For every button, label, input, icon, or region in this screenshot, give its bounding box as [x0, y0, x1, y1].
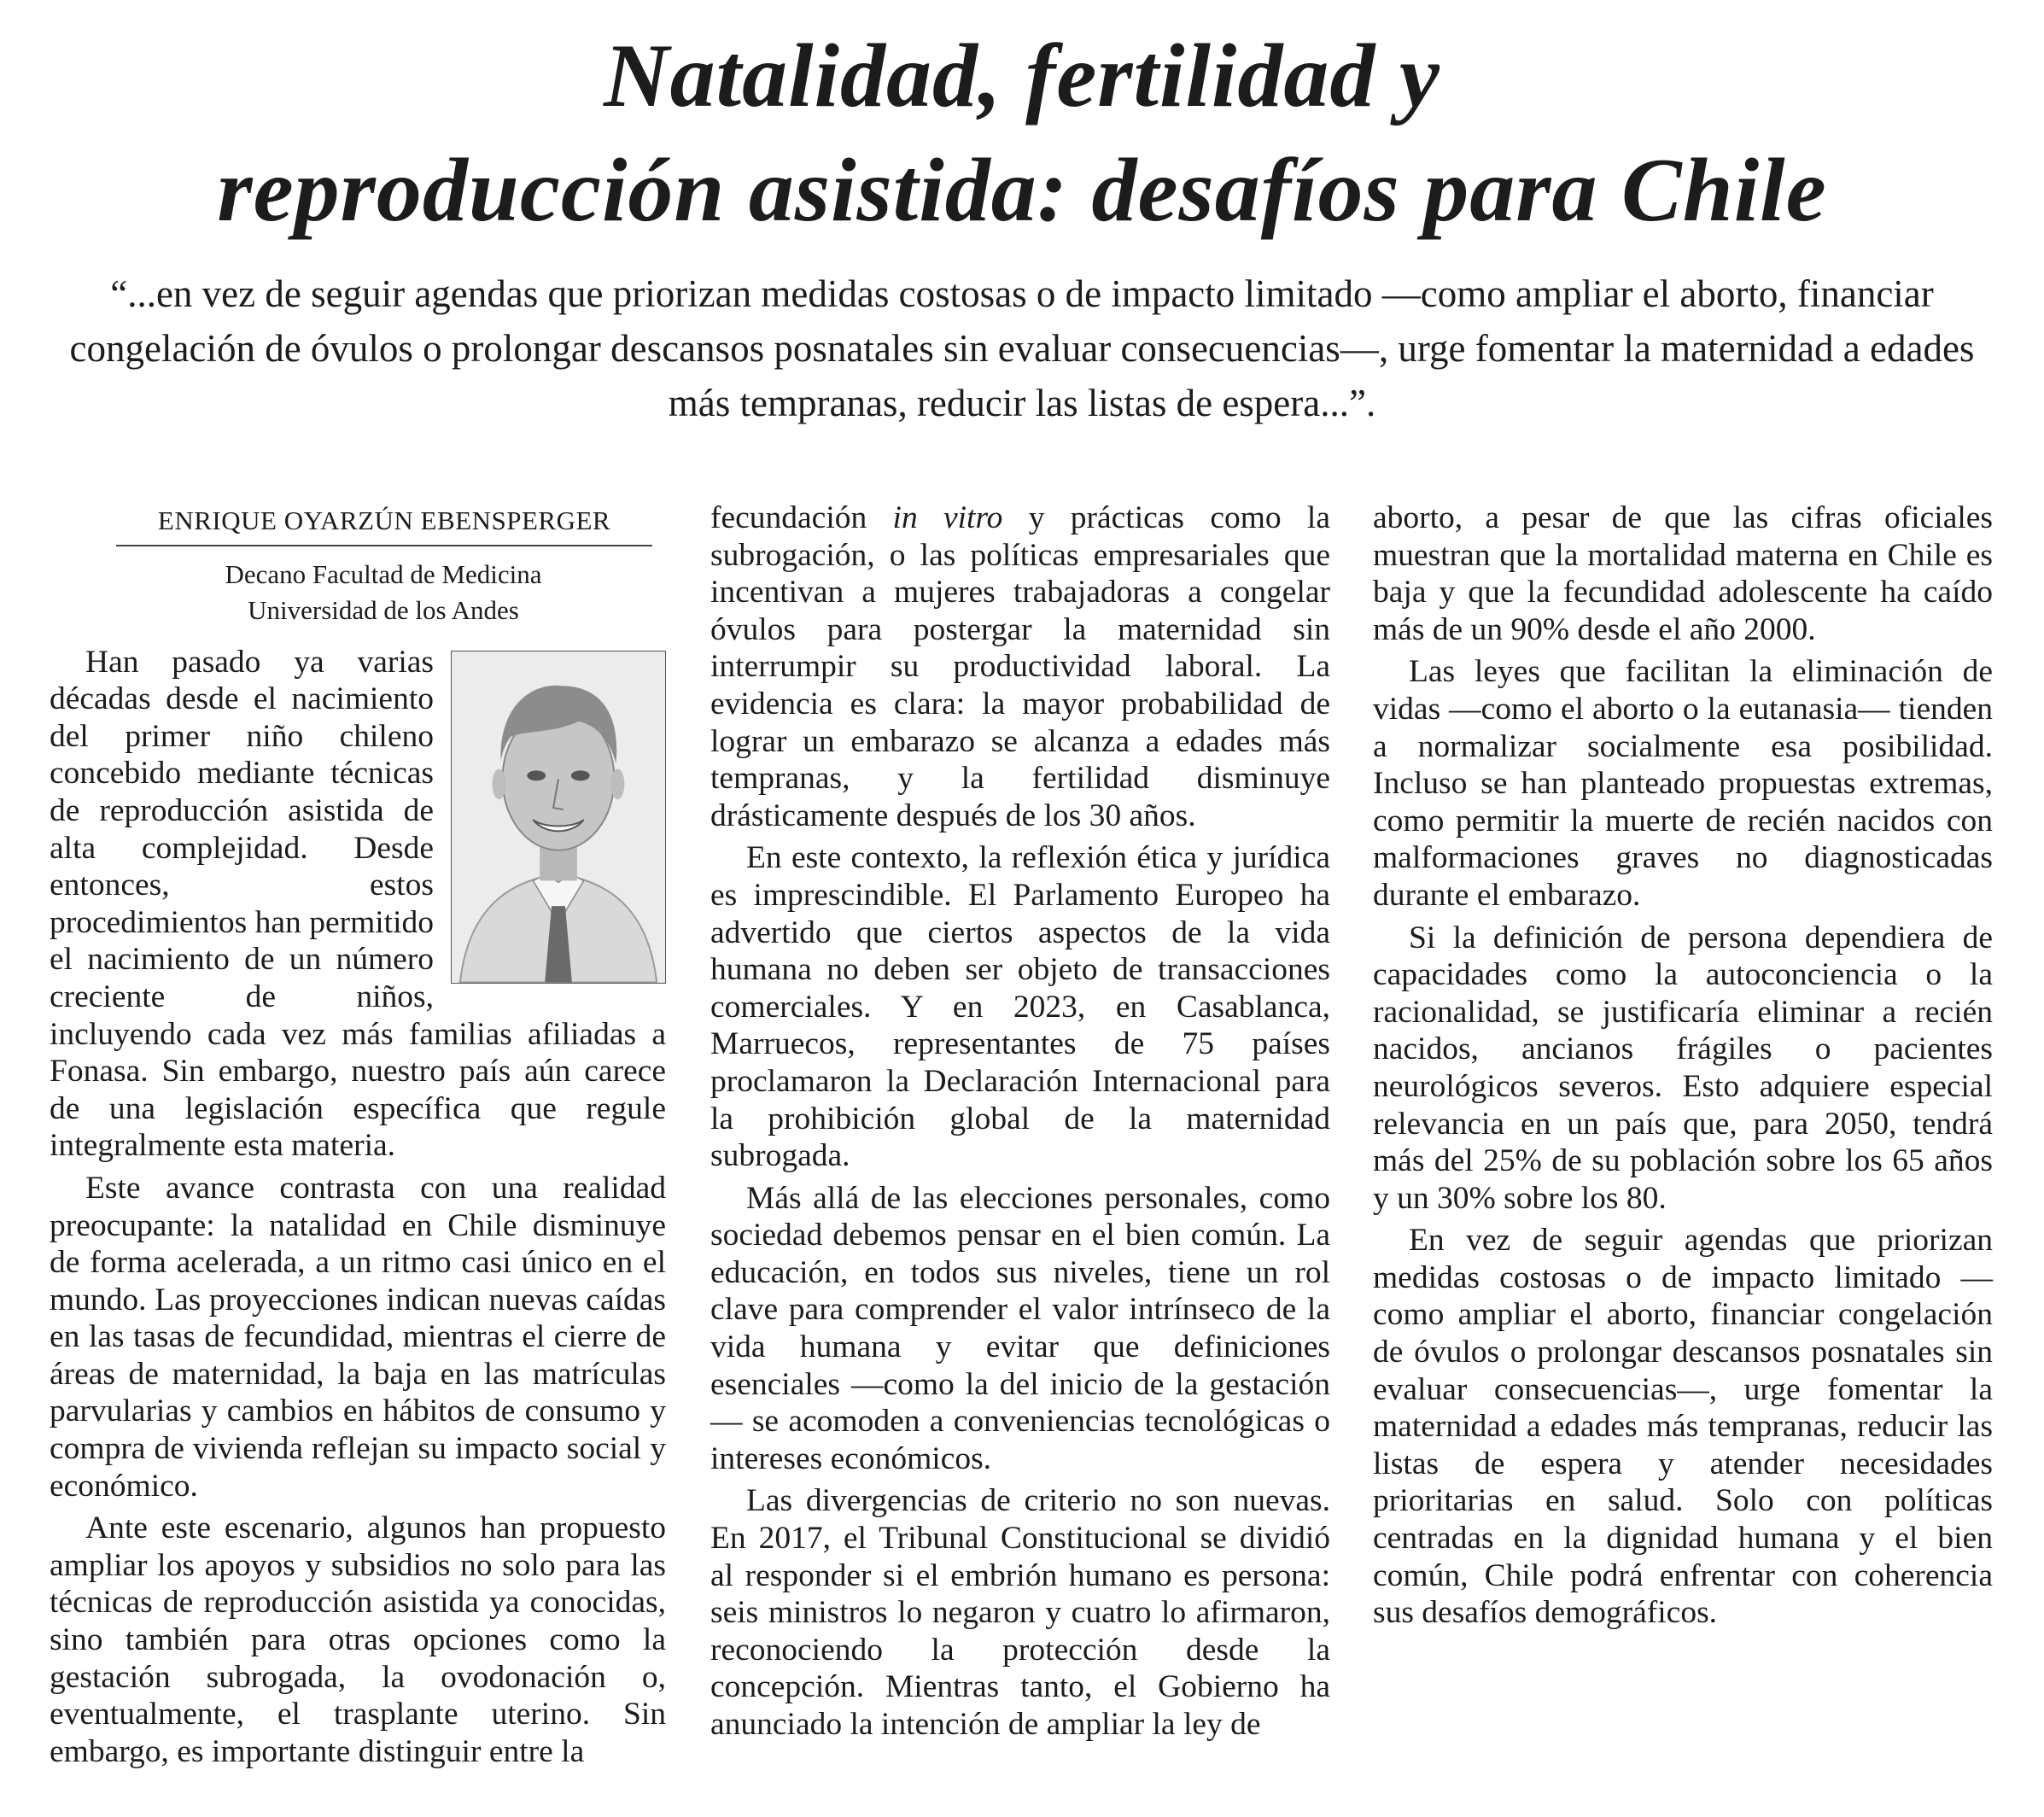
author-affiliation: [50, 557, 666, 628]
in-vitro-italic: in vitro: [892, 500, 1003, 535]
paragraph-4: En este contexto, la reflexión ética y jurídica es imprescindible. El Parlamento Europeo ha advertido que ciertos aspectos de la vida humana no deben ser objeto de transacciones comerciales. Y en 2023, en Casablanca, Marruecos, representantes de 75 países proclamaron la Declaración Internacional para la prohibición global de la maternidad subrogada.: [710, 840, 1330, 1174]
author-photo: [451, 651, 666, 984]
pull-quote: “...en vez de seguir agendas que priorizan medidas costosas o de impacto limitado —como ampliar el aborto, financiar congelación de óvulos o prolongar descansos posnatales sin evaluar consecuencias—, urge fomentar la maternidad a edades más tempranas, reducir las listas de espera...”.: [69, 272, 1975, 424]
paragraph-3-carry: fecundación: [710, 500, 893, 535]
affiliation-line-2: Universidad de los Andes: [248, 594, 519, 625]
paragraph-3-continued: [710, 500, 1330, 834]
paragraph-5: Más allá de las elecciones personales, como sociedad debemos pensar en el bien común. La educación, en todos sus niveles, tiene un rol clave para comprender el valor intrínseco de la vida humana y evitar que definiciones esenciales —como la del inicio de la gestación— se acomoden a conveniencias tecnológicas o intereses económicos.: [710, 1180, 1330, 1476]
title-line-1: Natalidad, fertilidad y: [604, 26, 1440, 126]
paragraph-3-end: y prácticas como la subrogación, o las políticas empresariales que incentivan a mujeres trabajadoras a congelar óvulos para postergar la maternidad sin interrumpir su productividad laboral. La evidencia es clara: la mayor probabilidad de lograr un embarazo se alcanza a edades más tempranas, y la fertilidad disminuye drásticamente después de los 30 años.: [710, 500, 1330, 833]
title-line-2: reproducción asistida: desafíos para Chile: [217, 140, 1827, 240]
column-3: [1373, 500, 1993, 1637]
paragraph-2: Este avance contrasta con una realidad preocupante: la natalidad en Chile disminuye de forma acelerada, a un ritmo casi único en el mundo. Las proyecciones indican nuevas caídas en las tasas de fecundidad, mientras el cierre de áreas de maternidad, la baja en las matrículas parvularias y cambios en hábitos de consumo y compra de vivienda reflejan su impacto social y económico.: [50, 1170, 666, 1504]
portrait-icon: [452, 651, 665, 983]
article-title: [0, 19, 2044, 248]
author-byline: ENRIQUE OYARZÚN EBENSPERGER: [116, 502, 652, 546]
paragraph-8: Si la definición de persona dependiera de capacidades como la autoconciencia o la racionalidad, se justificaría eliminar a recién nacidos, ancianos frágiles o pacientes neurológicos severos. Esto adquiere especial relevancia en un país que, para 2050, tendrá más del 25% de su población sobre los 65 años y un 30% sobre los 80.: [1373, 920, 1993, 1216]
paragraph-3-text: Ante este escenario, algunos han propuesto ampliar los apoyos y subsidios no solo para las técnicas de reproducción asistida ya conocidas, sino también para otras opciones como la gestación subrogada, la ovodonación o, eventualmente, el trasplante uterino. Sin embargo, es importante distinguir entre la: [50, 1510, 666, 1769]
column-2: [710, 500, 1330, 1749]
column-1: [50, 502, 666, 1775]
paragraph-7: Las leyes que facilitan la eliminación de vidas —como el aborto o la eutanasia— tienden a normalizar socialmente esa posibilidad. Incluso se han planteado propuestas extremas, como permitir la muerte de recién nacidos con malformaciones graves no diagnosticadas durante el embarazo.: [1373, 654, 1993, 913]
paragraph-9: En vez de seguir agendas que priorizan medidas costosas o de impacto limitado —como ampliar el aborto, financiar congelación de óvulos o prolongar descansos posnatales sin evaluar consecuencias—, urge fomentar la maternidad a edades más tempranas, reducir las listas de espera y atender necesidades prioritarias en salud. Solo con políticas centradas en la dignidad humana y el bien común, Chile podrá enfrentar con coherencia sus desafíos demográficos.: [1373, 1223, 1993, 1631]
paragraph-6: Las divergencias de criterio no son nuevas. En 2017, el Tribunal Constitucional se dividió al responder si el embrión humano es persona: seis ministros lo negaron y cuatro lo afirmaron, reconociendo la protección desde la concepción. Mientras tanto, el Gobierno ha anunciado la intención de ampliar la ley de: [710, 1483, 1330, 1742]
paragraph-1: [50, 644, 666, 1165]
paragraph-3: [50, 1510, 666, 1770]
paragraph-1-text: Han pasado ya varias décadas desde el nacimiento del primer niño chileno concebido mediante técnicas de reproducción asistida de alta complejidad. Desde entonces, estos procedimientos han permitido el nacimiento de un número creciente de niños, incluyendo cada vez más familias afiliadas a Fonasa. Sin embargo, nuestro país aún carece de una legislación específica que regule integralmente esta materia.: [50, 644, 666, 1164]
affiliation-line-1: Decano Facultad de Medicina: [225, 558, 542, 589]
paragraph-6-continued: aborto, a pesar de que las cifras oficiales muestran que la mortalidad materna en Chile es baja y que la fecundidad adolescente ha caído más de un 90% desde el año 2000.: [1373, 500, 1993, 647]
